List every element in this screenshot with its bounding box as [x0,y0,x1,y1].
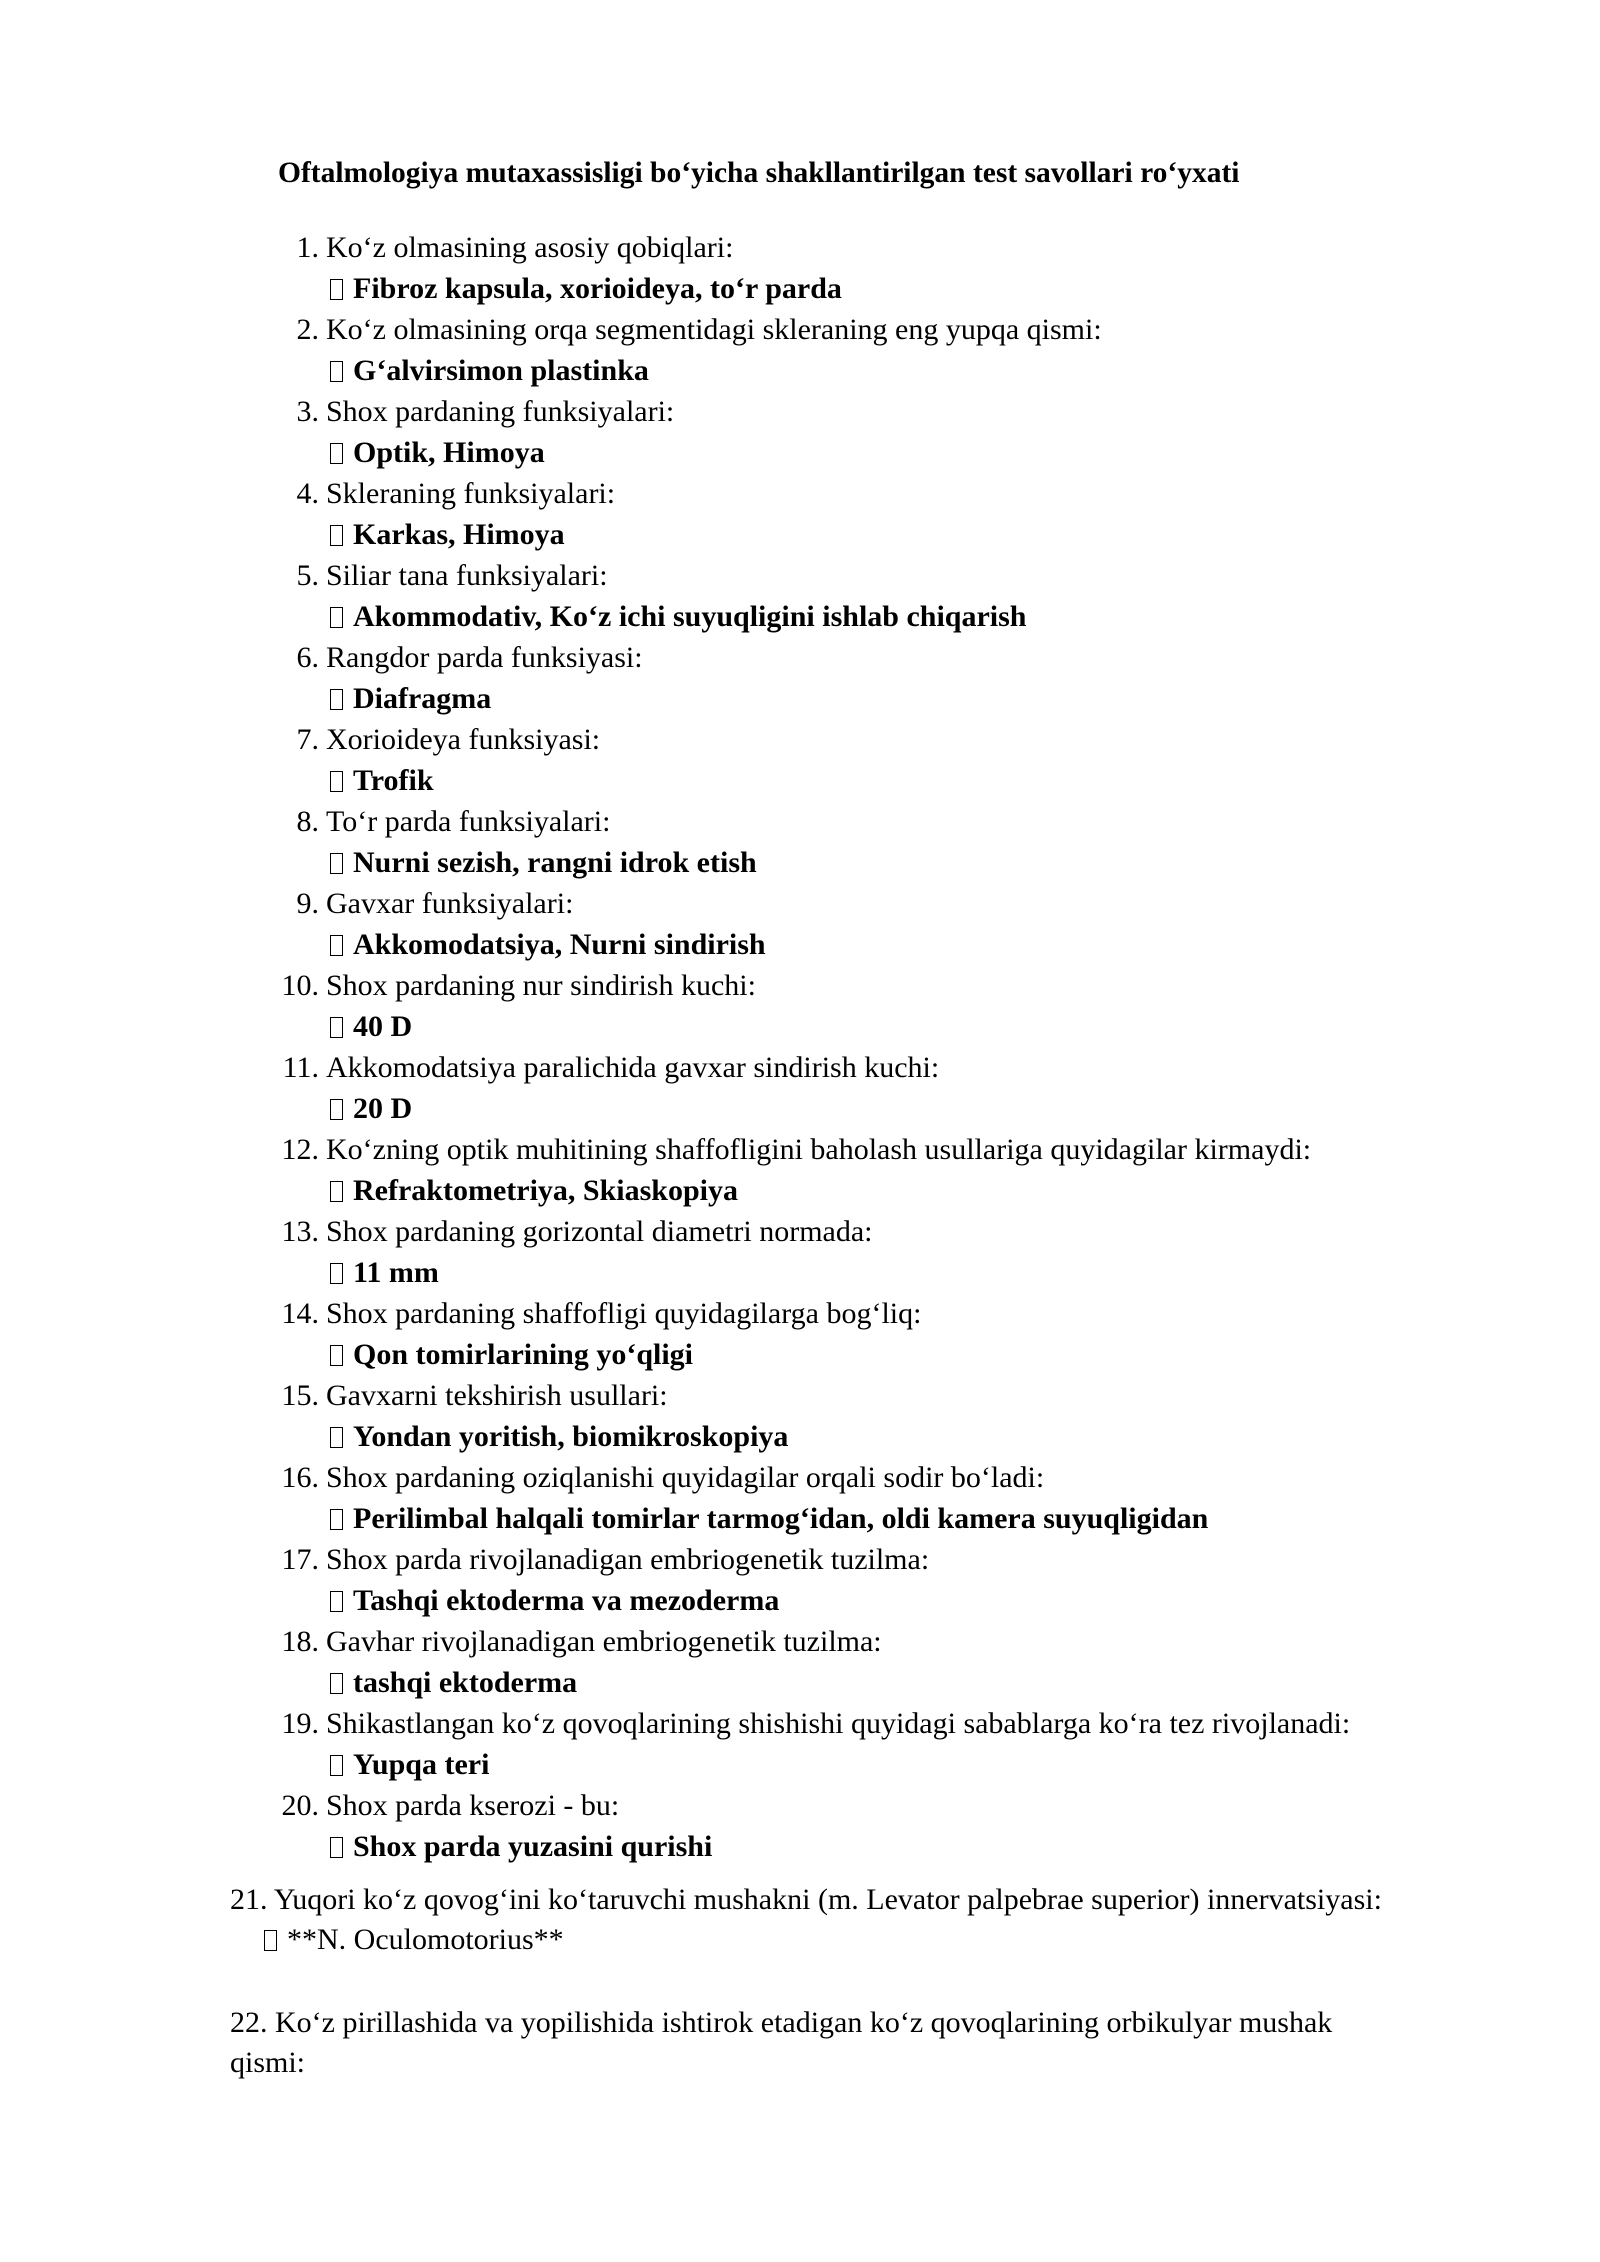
checkbox-placeholder-icon [330,607,343,628]
answer-line [330,351,649,391]
answer-line [330,433,545,473]
answer-line [230,1920,1382,1960]
answer-line [330,925,766,965]
checkbox-placeholder-icon [330,853,343,874]
question-item [0,1458,1600,1540]
question-number: 18. [281,1625,319,1658]
answer-text: G‘alvirsimon plastinka [353,354,649,387]
question-item [0,310,1600,392]
question-number: 3. [296,395,319,428]
question-text-line-1: 22. Ko‘z pirillashida va yopilishida ishtirok etadigan ko‘z qovoqlarining orbikulyar mushak [230,2006,1333,2039]
question-text: Siliar tana funksiyalari: [326,559,608,592]
answer-text: Qon tomirlarining yo‘qligi [353,1338,694,1371]
question-item [0,1704,1600,1786]
question-text: Shox parda kserozi - bu: [326,1789,620,1822]
answer-text: Akkomodatsiya, Nurni sindirish [353,928,766,961]
answer-line [330,843,757,883]
question-text: Gavhar rivojlanadigan embriogenetik tuzilma: [326,1625,882,1658]
question-item [0,720,1600,802]
checkbox-placeholder-icon [330,1017,343,1038]
answer-text: Tashqi ektoderma va mezoderma [353,1584,780,1617]
answer-line [330,1827,712,1867]
question-item [0,474,1600,556]
question-item-21 [230,1880,1382,1960]
question-text: Ko‘z olmasining asosiy qobiqlari: [326,231,734,264]
checkbox-placeholder-icon [330,1755,343,1776]
answer-line [330,515,565,555]
question-number: 8. [296,805,319,838]
question-text: Shox pardaning shaffofligi quyidagilarga bog‘liq: [326,1297,922,1330]
checkbox-placeholder-icon [330,525,343,546]
question-number: 16. [281,1461,319,1494]
question-text: Shox pardaning gorizontal diametri normada: [326,1215,873,1248]
question-text: Akkomodatsiya paralichida gavxar sindirish kuchi: [326,1051,940,1084]
question-number: 11. [282,1051,319,1084]
checkbox-placeholder-icon [330,689,343,710]
answer-line [330,761,434,801]
question-item [0,1786,1600,1868]
checkbox-placeholder-icon [330,1509,343,1530]
answer-text: 20 D [353,1092,413,1125]
question-number: 20. [281,1789,319,1822]
answer-text: Nurni sezish, rangni idrok etish [353,846,757,879]
question-number: 9. [296,887,319,920]
answer-text: **N. Oculomotorius** [287,1923,564,1956]
answer-text: Fibroz kapsula, xorioideya, to‘r parda [353,272,842,305]
question-text-line-2: qismi: [230,2046,306,2079]
answer-text: Diafragma [353,682,492,715]
checkbox-placeholder-icon [330,361,343,382]
question-item [0,392,1600,474]
answer-line [330,1089,412,1129]
question-text: Shox parda rivojlanadigan embriogenetik tuzilma: [326,1543,930,1576]
checkbox-placeholder-icon [330,1591,343,1612]
answer-line [330,1745,489,1785]
document-title: Oftalmologiya mutaxassisligi bo‘yicha shakllantirilgan test savollari ro‘yxati [278,157,1240,189]
question-item [0,1540,1600,1622]
question-number: 13. [281,1215,319,1248]
answer-text: Optik, Himoya [353,436,545,469]
question-item [0,1376,1600,1458]
question-item-22 [230,2003,1332,2083]
checkbox-placeholder-icon [330,279,343,300]
question-text: Rangdor parda funksiyasi: [326,641,643,674]
question-text: Xorioideya funksiyasi: [326,723,601,756]
answer-line [330,679,491,719]
checkbox-placeholder-icon [264,1930,277,1951]
answer-text: Akommodativ, Ko‘z ichi suyuqligini ishlab chiqarish [353,600,1027,633]
question-number: 5. [296,559,319,592]
question-number: 12. [281,1133,319,1166]
answer-line [330,269,842,309]
question-item [0,638,1600,720]
checkbox-placeholder-icon [330,1837,343,1858]
question-text: Ko‘z olmasining orqa segmentidagi skleraning eng yupqa qismi: [326,313,1102,346]
question-number: 1. [296,231,319,264]
question-text: Skleraning funksiyalari: [326,477,616,510]
question-item [0,228,1600,310]
answer-line [330,1499,1208,1539]
question-item [0,556,1600,638]
question-item [0,1048,1600,1130]
answer-line [330,1171,738,1211]
question-text: To‘r parda funksiyalari: [326,805,611,838]
question-text: Gavxar funksiyalari: [326,887,574,920]
answer-line [330,1007,412,1047]
answer-line [330,1335,693,1375]
question-number: 2. [296,313,319,346]
question-list [0,228,1600,1868]
question-text: Ko‘zning optik muhitining shaffofligini baholash usullariga quyidagilar kirmaydi: [326,1133,1312,1166]
checkbox-placeholder-icon [330,1345,343,1366]
answer-line [330,597,1027,637]
question-item [0,966,1600,1048]
checkbox-placeholder-icon [330,1181,343,1202]
question-item [0,884,1600,966]
checkbox-placeholder-icon [330,1673,343,1694]
answer-text: Yupqa teri [353,1748,490,1781]
answer-line [330,1417,788,1457]
checkbox-placeholder-icon [330,1263,343,1284]
question-number: 7. [296,723,319,756]
question-item [0,1294,1600,1376]
question-text: Shox pardaning funksiyalari: [326,395,675,428]
question-text: 21. Yuqori ko‘z qovog‘ini ko‘taruvchi mushakni (m. Levator palpebrae superior) innervatsiyasi: [230,1883,1382,1916]
answer-line [330,1253,439,1293]
question-item [0,1622,1600,1704]
checkbox-placeholder-icon [330,935,343,956]
question-text: Shox pardaning oziqlanishi quyidagilar orqali sodir bo‘ladi: [326,1461,1045,1494]
question-text: Shox pardaning nur sindirish kuchi: [326,969,756,1002]
question-number: 6. [296,641,319,674]
checkbox-placeholder-icon [330,1099,343,1120]
answer-text: Refraktometriya, Skiaskopiya [353,1174,738,1207]
question-item [0,1130,1600,1212]
question-number: 14. [281,1297,319,1330]
checkbox-placeholder-icon [330,1427,343,1448]
question-number: 10. [281,969,319,1002]
answer-text: tashqi ektoderma [353,1666,578,1699]
question-text: Gavxarni tekshirish usullari: [326,1379,668,1412]
answer-text: Yondan yoritish, biomikroskopiya [353,1420,789,1453]
answer-line [330,1581,779,1621]
answer-text: Karkas, Himoya [353,518,565,551]
answer-text: 40 D [353,1010,413,1043]
question-number: 4. [296,477,319,510]
question-number: 17. [281,1543,319,1576]
question-number: 15. [281,1379,319,1412]
question-item [0,802,1600,884]
question-item [0,1212,1600,1294]
answer-text: Trofik [353,764,434,797]
checkbox-placeholder-icon [330,771,343,792]
answer-text: Shox parda yuzasini qurishi [353,1830,713,1863]
question-number: 19. [281,1707,319,1740]
answer-text: Perilimbal halqali tomirlar tarmog‘idan, oldi kamera suyuqligidan [353,1502,1209,1535]
question-text: Shikastlangan ko‘z qovoqlarining shishishi quyidagi sabablarga ko‘ra tez rivojlanadi: [326,1707,1351,1740]
answer-line [330,1663,577,1703]
answer-text: 11 mm [353,1256,439,1289]
checkbox-placeholder-icon [330,443,343,464]
